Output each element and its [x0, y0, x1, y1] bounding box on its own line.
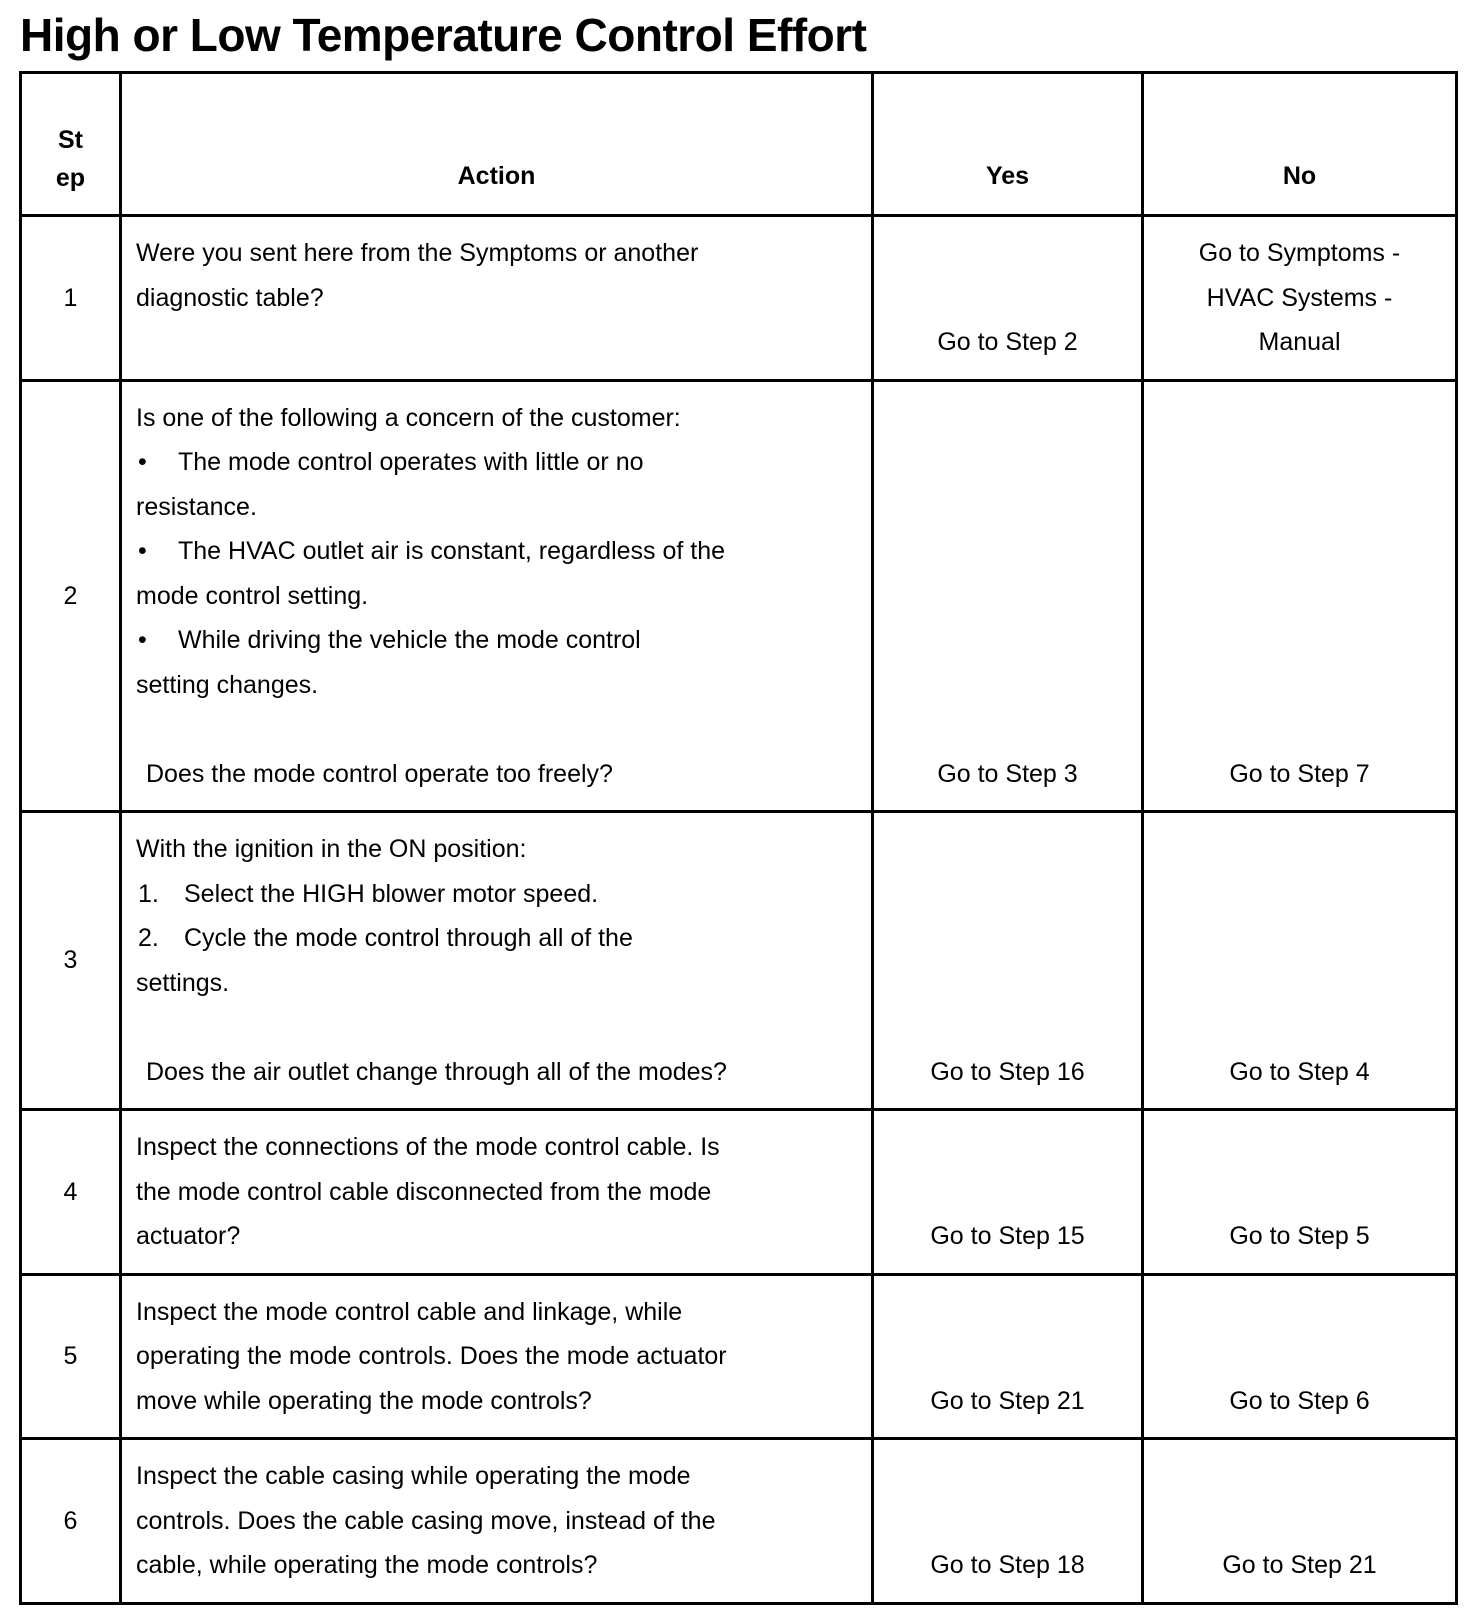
list-item: [136, 872, 861, 917]
action-cell: [121, 380, 873, 812]
no-cell: Go to Step 21: [1143, 1439, 1457, 1604]
list-item-continuation: settings.: [136, 968, 230, 997]
step-number: 3: [21, 812, 121, 1110]
step-number: 2: [21, 380, 121, 812]
list-item: [136, 916, 861, 961]
yes-cell: Go to Step 18: [873, 1439, 1143, 1604]
action-question: Does the air outlet change through all of the modes?: [146, 1057, 727, 1086]
list-item: [136, 529, 861, 574]
bullet-marker: •: [138, 448, 147, 476]
no-cell: [1143, 216, 1457, 381]
header-row: [21, 73, 1457, 216]
no-cell: Go to Step 6: [1143, 1274, 1457, 1439]
list-item-text: The mode control operates with little or no: [178, 448, 644, 476]
step-number: 4: [21, 1110, 121, 1275]
list-number: 1.: [138, 879, 159, 908]
action-line: controls. Does the cable casing move, instead of the: [136, 1506, 716, 1535]
list-item-continuation: mode control setting.: [136, 581, 369, 610]
action-line: diagnostic table?: [136, 283, 324, 312]
spacer: [136, 707, 861, 752]
action-line: operating the mode controls. Does the mode actuator: [136, 1342, 727, 1370]
no-cell: Go to Step 7: [1143, 380, 1457, 812]
step-number: 5: [21, 1274, 121, 1439]
header-yes: Yes: [873, 73, 1143, 216]
bullet-marker: •: [138, 626, 147, 654]
action-intro: With the ignition in the ON position:: [136, 835, 527, 863]
yes-cell: Go to Step 21: [873, 1274, 1143, 1439]
table-row: [21, 380, 1457, 812]
list-number: 2.: [138, 924, 159, 952]
action-intro: Is one of the following a concern of the customer:: [136, 403, 681, 432]
no-line: HVAC Systems -: [1206, 283, 1393, 312]
spacer: [136, 1005, 861, 1050]
yes-cell: Go to Step 3: [873, 380, 1143, 812]
list-item-text: Select the HIGH blower motor speed.: [184, 879, 599, 908]
action-line: Were you sent here from the Symptoms or another: [136, 239, 699, 267]
header-no: No: [1143, 73, 1457, 216]
yes-cell: Go to Step 2: [873, 216, 1143, 381]
no-cell: Go to Step 4: [1143, 812, 1457, 1110]
list-item-continuation: setting changes.: [136, 670, 319, 699]
yes-cell: Go to Step 15: [873, 1110, 1143, 1275]
list-item-text: While driving the vehicle the mode control: [178, 626, 641, 654]
no-cell: Go to Step 5: [1143, 1110, 1457, 1275]
list-item: [136, 440, 861, 485]
no-line: Go to Symptoms -: [1198, 239, 1401, 267]
bullet-marker: •: [138, 537, 147, 565]
diagnostic-table: [19, 71, 1458, 1605]
header-step: [21, 73, 121, 216]
action-cell: [121, 812, 873, 1110]
header-step-line1: St: [58, 126, 83, 154]
table-row: [21, 216, 1457, 381]
action-line: actuator?: [136, 1222, 241, 1250]
action-line: Inspect the mode control cable and linkage, while: [136, 1297, 683, 1326]
action-line: Inspect the cable casing while operating the mode: [136, 1462, 691, 1490]
step-number: 1: [21, 216, 121, 381]
list-item-continuation: resistance.: [136, 492, 257, 521]
list-item-text: Cycle the mode control through all of the: [184, 924, 633, 952]
action-line: cable, while operating the mode controls?: [136, 1551, 598, 1579]
action-cell: [121, 1274, 873, 1439]
yes-cell: Go to Step 16: [873, 812, 1143, 1110]
table-row: [21, 812, 1457, 1110]
action-line: the mode control cable disconnected from the mode: [136, 1177, 712, 1206]
list-item: [136, 618, 861, 663]
action-cell: [121, 216, 873, 381]
action-line: move while operating the mode controls?: [136, 1386, 592, 1415]
action-cell: [121, 1110, 873, 1275]
action-cell: [121, 1439, 873, 1604]
table-row: [21, 1439, 1457, 1604]
page-title: High or Low Temperature Control Effort: [20, 9, 867, 61]
table-row: [21, 1110, 1457, 1275]
header-action: Action: [121, 73, 873, 216]
action-question: Does the mode control operate too freely?: [146, 759, 613, 788]
step-number: 6: [21, 1439, 121, 1604]
list-item-text: The HVAC outlet air is constant, regardless of the: [178, 537, 726, 565]
action-line: Inspect the connections of the mode control cable. Is: [136, 1133, 720, 1161]
header-step-line2: ep: [55, 164, 86, 192]
table-row: [21, 1274, 1457, 1439]
no-line: Manual: [1258, 328, 1341, 356]
